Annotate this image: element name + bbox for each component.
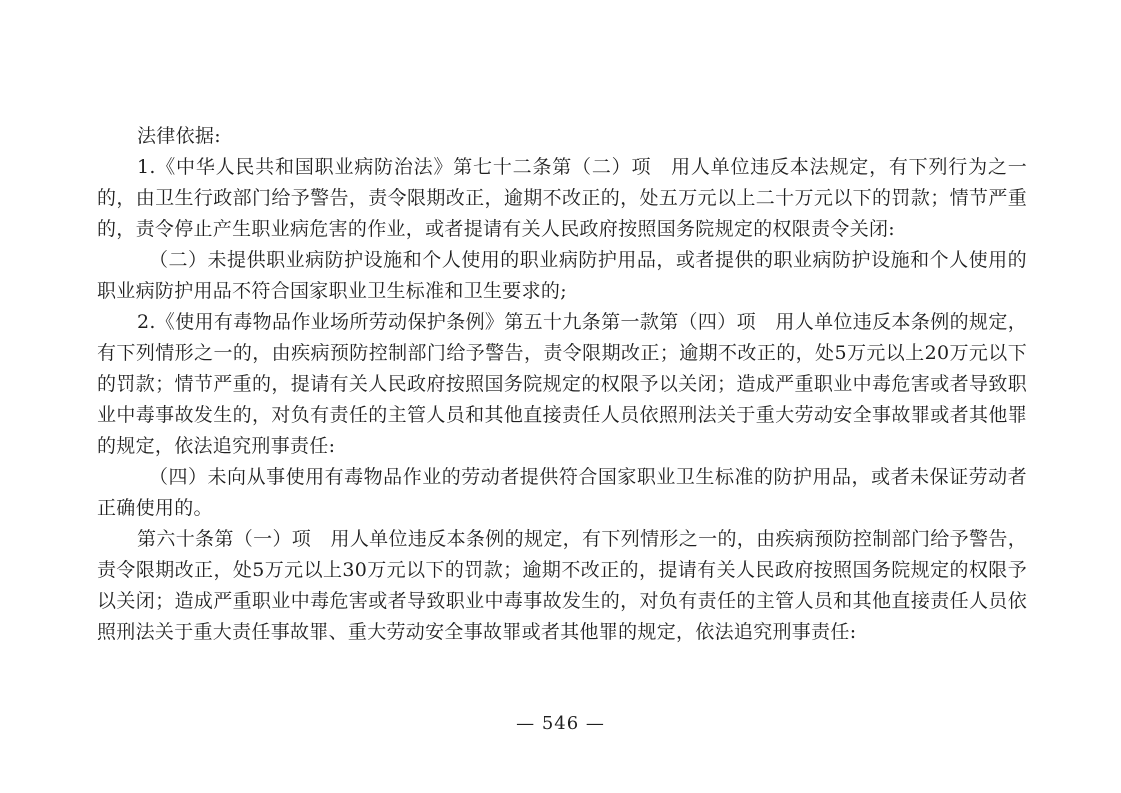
body-text — [97, 121, 1027, 648]
paragraph: （二）未提供职业病防护设施和个人使用的职业病防护用品，或者提供的职业病防护设施和个人使用的职业病防护用品不符合国家职业卫生标准和卫生要求的; — [97, 249, 1027, 302]
paragraph: 2.《使用有毒物品作业场所劳动保护条例》第五十九条第一款第（四）项 用人单位违反本条例的规定，有下列情形之一的，由疾病预防控制部门给予警告，责令限期改正；逾期不改正的，处5万元以上20万元以下的罚款；情节严重的，提请有关人民政府按照国务院规定的权限予以关闭；造成严重职业中毒危害或者导致职业中毒事故发生的，对负有责任的主管人员和其他直接责任人员依照刑法关于重大劳动安全事故罪或者其他罪的规定，依法追究刑事责任: — [97, 311, 1027, 457]
paragraph: 第六十条第（一）项 用人单位违反本条例的规定，有下列情形之一的，由疾病预防控制部门给予警告，责令限期改正，处5万元以上30万元以下的罚款；逾期不改正的，提请有关人民政府按照国务院规定的权限予以关闭；造成严重职业中毒危害或者导致职业中毒事故发生的，对负有责任的主管人员和其他直接责任人员依照刑法关于重大责任事故罪、重大劳动安全事故罪或者其他罪的规定，依法追究刑事责任: — [97, 528, 1027, 643]
page-number: — 546 — — [516, 713, 605, 734]
section-heading: 法律依据: — [137, 125, 221, 147]
paragraph: 1.《中华人民共和国职业病防治法》第七十二条第（二）项 用人单位违反本法规定，有下列行为之一的，由卫生行政部门给予警告，责令限期改正，逾期不改正的，处五万元以上二十万元以下的罚款；情节严重的，责令停止产生职业病危害的作业，或者提请有关人民政府按照国务院规定的权限责令关闭: — [97, 156, 1027, 240]
paragraph: （四）未向从事使用有毒物品作业的劳动者提供符合国家职业卫生标准的防护用品，或者未保证劳动者正确使用的。 — [97, 466, 1027, 519]
